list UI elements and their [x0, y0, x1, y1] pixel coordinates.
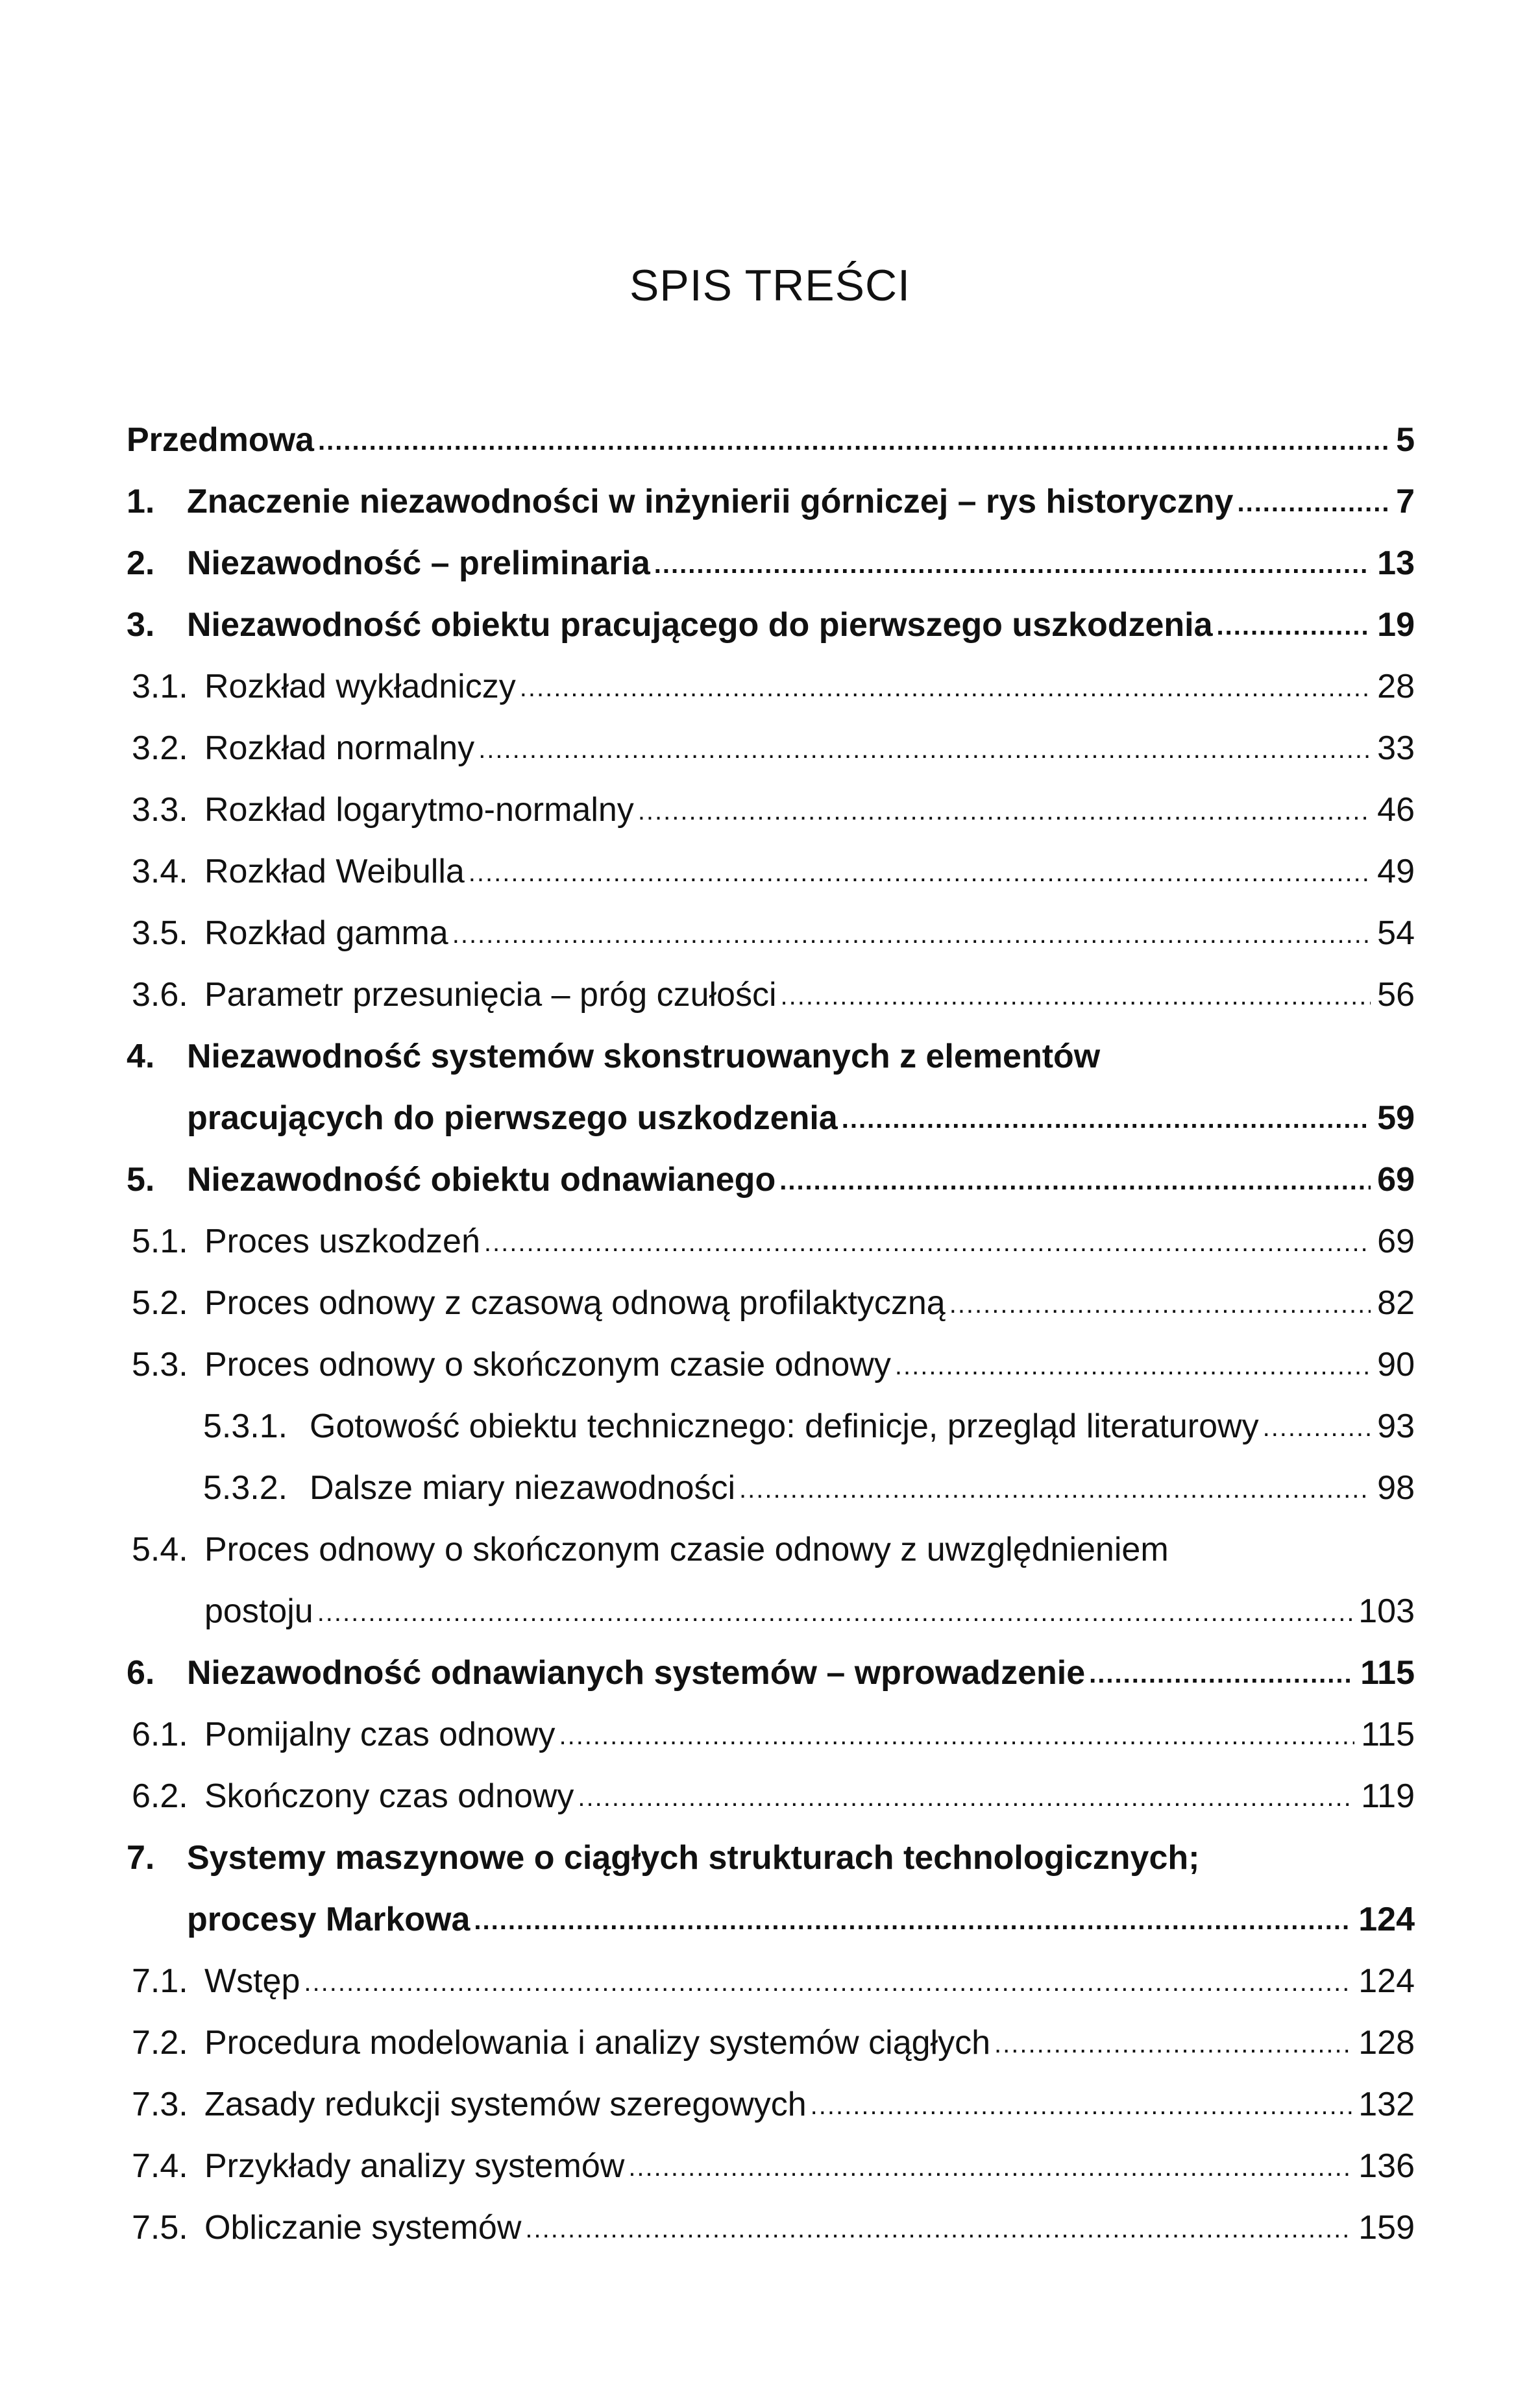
toc-entry-7-2	[132, 2005, 1415, 2064]
dot-leader	[628, 2148, 1352, 2187]
toc-entry-5-4	[204, 1574, 1415, 1632]
dot-leader	[478, 730, 1371, 769]
toc-entry-1	[127, 464, 1415, 522]
toc-entry-number: 7.	[127, 1839, 155, 1877]
toc-entry-page: 69	[1377, 1223, 1415, 1260]
toc-entry-label: Pomijalny czas odnowy	[204, 1716, 556, 1753]
toc-entry-page: 7	[1396, 483, 1415, 520]
toc-entry-3-5	[132, 896, 1415, 954]
toc-entry-label: Proces odnowy z czasową odnową profilaktyczną	[204, 1284, 946, 1322]
dot-leader	[779, 1162, 1371, 1200]
dot-leader	[474, 1901, 1352, 1940]
toc-entry-page: 136	[1358, 2147, 1415, 2185]
toc-entry-number: 5.2.	[132, 1284, 188, 1322]
toc-entry-3-2	[132, 711, 1415, 769]
toc-entry-label: Gotowość obiektu technicznego: definicje, przegląd literaturowy	[310, 1407, 1259, 1445]
toc-entry-page: 103	[1358, 1592, 1415, 1630]
dot-leader	[525, 2210, 1352, 2248]
toc-entry-number: 6.2.	[132, 1777, 188, 1815]
toc-entry-3-1	[132, 649, 1415, 707]
toc-entry-label: Przykłady analizy systemów	[204, 2147, 625, 2185]
toc-entry-6-2	[132, 1759, 1415, 1817]
toc-entry-label: Dalsze miary niezawodności	[310, 1469, 736, 1507]
dot-leader	[895, 1346, 1371, 1385]
toc-entry-number: 3.6.	[132, 976, 188, 1014]
dot-leader	[317, 1593, 1352, 1632]
toc-entry-label: Niezawodność obiektu odnawianego	[187, 1161, 776, 1199]
toc-entry-page: 119	[1361, 1777, 1415, 1815]
toc-entry-number: 3.3.	[132, 791, 188, 829]
toc-entry-label-continued: postoju	[204, 1592, 313, 1630]
toc-entry-7-1	[132, 1943, 1415, 2002]
dot-leader	[949, 1285, 1371, 1324]
toc-entry-3	[127, 587, 1415, 646]
toc-entry-page: 46	[1377, 791, 1415, 829]
dot-leader	[469, 853, 1371, 892]
toc-entry-label: Niezawodność obiektu pracującego do pierwszego uszkodzenia	[187, 606, 1213, 644]
dot-leader	[484, 1223, 1371, 1262]
toc-entry-3-3	[132, 772, 1415, 831]
toc-entry-5	[127, 1142, 1415, 1200]
dot-leader	[452, 915, 1371, 954]
toc-entry-number: 7.1.	[132, 1962, 188, 2000]
toc-entry-page: 82	[1377, 1284, 1415, 1322]
toc-entry-number: 1.	[127, 483, 155, 520]
toc-entry-label: Rozkład Weibulla	[204, 853, 465, 890]
toc-entry-6	[127, 1635, 1415, 1694]
toc-entry-number: 5.1.	[132, 1223, 188, 1260]
toc-entry-przedmowa	[127, 402, 1415, 461]
toc-entry-page: 90	[1377, 1346, 1415, 1383]
toc-entry-label: Systemy maszynowe o ciągłych strukturach technologicznych;	[187, 1839, 1200, 1877]
toc-entry-page: 115	[1360, 1654, 1415, 1692]
toc-entry-number: 3.2.	[132, 729, 188, 767]
toc-entry-label: Obliczanie systemów	[204, 2209, 522, 2247]
toc-entry-7-5	[132, 2190, 1415, 2248]
toc-entry-page: 5	[1396, 421, 1415, 459]
toc-entry-label: Procedura modelowania i analizy systemów ciągłych	[204, 2024, 991, 2062]
toc-entry-page: 54	[1377, 914, 1415, 952]
toc-entry-number: 5.3.	[132, 1346, 188, 1383]
toc-entry-label: Niezawodność – preliminaria	[187, 544, 650, 582]
dot-leader	[559, 1716, 1354, 1755]
toc-entry-number: 3.5.	[132, 914, 188, 952]
toc-entry-3-6	[132, 957, 1415, 1016]
toc-entry-label-continued: procesy Markowa	[187, 1901, 471, 1938]
toc-entry-number: 3.	[127, 606, 155, 644]
toc-entry-label: Rozkład gamma	[204, 914, 448, 952]
dot-leader	[304, 1963, 1352, 2002]
toc-entry-number: 6.	[127, 1654, 155, 1692]
dot-leader	[1217, 607, 1371, 646]
toc-entry-page: 33	[1377, 729, 1415, 767]
toc-entry-2	[127, 526, 1415, 584]
toc-entry-label: Znaczenie niezawodności w inżynierii górniczej – rys historyczny	[187, 483, 1234, 520]
toc-entry-page: 49	[1377, 853, 1415, 890]
toc-entry-page: 159	[1358, 2209, 1415, 2247]
toc-entry-page: 93	[1377, 1407, 1415, 1445]
toc-entry-number: 7.5.	[132, 2209, 188, 2247]
toc-entry-number: 7.3.	[132, 2086, 188, 2123]
toc-entry-label: Skończony czas odnowy	[204, 1777, 574, 1815]
toc-entry-5-3-2	[203, 1450, 1415, 1509]
toc-entry-5-4-line1	[132, 1512, 1415, 1570]
toc-entry-page: 28	[1377, 668, 1415, 705]
toc-entry-page: 124	[1358, 1901, 1415, 1938]
toc-entry-label: Rozkład normalny	[204, 729, 475, 767]
toc-entry-number: 2.	[127, 544, 155, 582]
dot-leader	[994, 2025, 1352, 2064]
dot-leader	[781, 977, 1371, 1016]
toc-entry-page: 132	[1358, 2086, 1415, 2123]
dot-leader	[842, 1100, 1371, 1139]
toc-entry-number: 3.1.	[132, 668, 188, 705]
dot-leader	[739, 1470, 1371, 1509]
toc-entry-page: 128	[1358, 2024, 1415, 2062]
dot-leader	[520, 668, 1371, 707]
dot-leader	[1089, 1655, 1354, 1694]
toc-entry-number: 3.4.	[132, 853, 188, 890]
toc-entry-label: Rozkład logarytmo-normalny	[204, 791, 634, 829]
toc-entry-label: Zasady redukcji systemów szeregowych	[204, 2086, 807, 2123]
toc-entry-3-4	[132, 834, 1415, 892]
toc-entry-number: 5.	[127, 1161, 155, 1199]
toc-entry-page: 115	[1361, 1716, 1415, 1753]
toc-entry-label: Proces odnowy o skończonym czasie odnowy z uwzględnieniem	[204, 1531, 1169, 1568]
toc-entry-page: 59	[1377, 1099, 1415, 1137]
toc-entry-7-3	[132, 2067, 1415, 2125]
toc-entry-page: 69	[1377, 1161, 1415, 1199]
toc-entry-label: Przedmowa	[127, 421, 314, 459]
toc-entry-page: 124	[1358, 1962, 1415, 2000]
toc-entry-7-line1	[127, 1820, 1415, 1879]
toc-entry-5-3	[132, 1327, 1415, 1385]
toc-entry-5-2	[132, 1265, 1415, 1324]
toc-entry-5-3-1	[203, 1389, 1415, 1447]
toc-entry-7	[187, 1882, 1415, 1940]
dot-leader	[1263, 1408, 1371, 1447]
toc-entry-6-1	[132, 1697, 1415, 1755]
toc-entry-4-line1	[127, 1019, 1415, 1077]
dot-leader	[1237, 483, 1389, 522]
toc-entry-number: 7.4.	[132, 2147, 188, 2185]
toc-entry-number: 5.3.2.	[203, 1469, 288, 1507]
toc-entry-label: Wstęp	[204, 1962, 300, 2000]
toc-entry-7-4	[132, 2128, 1415, 2187]
toc-entry-number: 5.4.	[132, 1531, 188, 1568]
toc-entry-label: Proces odnowy o skończonym czasie odnowy	[204, 1346, 891, 1383]
toc-entry-number: 4.	[127, 1038, 155, 1075]
toc-entry-number: 6.1.	[132, 1716, 188, 1753]
toc-entry-label: Proces uszkodzeń	[204, 1223, 480, 1260]
dot-leader	[654, 545, 1371, 584]
dot-leader	[578, 1778, 1354, 1817]
toc-entry-label: Niezawodność systemów skonstruowanych z elementów	[187, 1038, 1101, 1075]
toc-entry-label: Parametr przesunięcia – próg czułości	[204, 976, 777, 1014]
toc-entry-page: 98	[1377, 1469, 1415, 1507]
page-title: SPIS TREŚCI	[629, 261, 911, 310]
dot-leader	[638, 792, 1371, 831]
toc-entry-5-1	[132, 1204, 1415, 1262]
dot-leader	[318, 422, 1389, 461]
toc-entry-page: 13	[1377, 544, 1415, 582]
toc-entry-label-continued: pracujących do pierwszego uszkodzenia	[187, 1099, 838, 1137]
toc-entry-number: 7.2.	[132, 2024, 188, 2062]
toc-entry-number: 5.3.1.	[203, 1407, 288, 1445]
dot-leader	[811, 2086, 1352, 2125]
toc-entry-4	[187, 1080, 1415, 1139]
toc-entry-label: Niezawodność odnawianych systemów – wprowadzenie	[187, 1654, 1086, 1692]
toc-entry-label: Rozkład wykładniczy	[204, 668, 516, 705]
toc-entry-page: 56	[1377, 976, 1415, 1014]
toc-entry-page: 19	[1377, 606, 1415, 644]
